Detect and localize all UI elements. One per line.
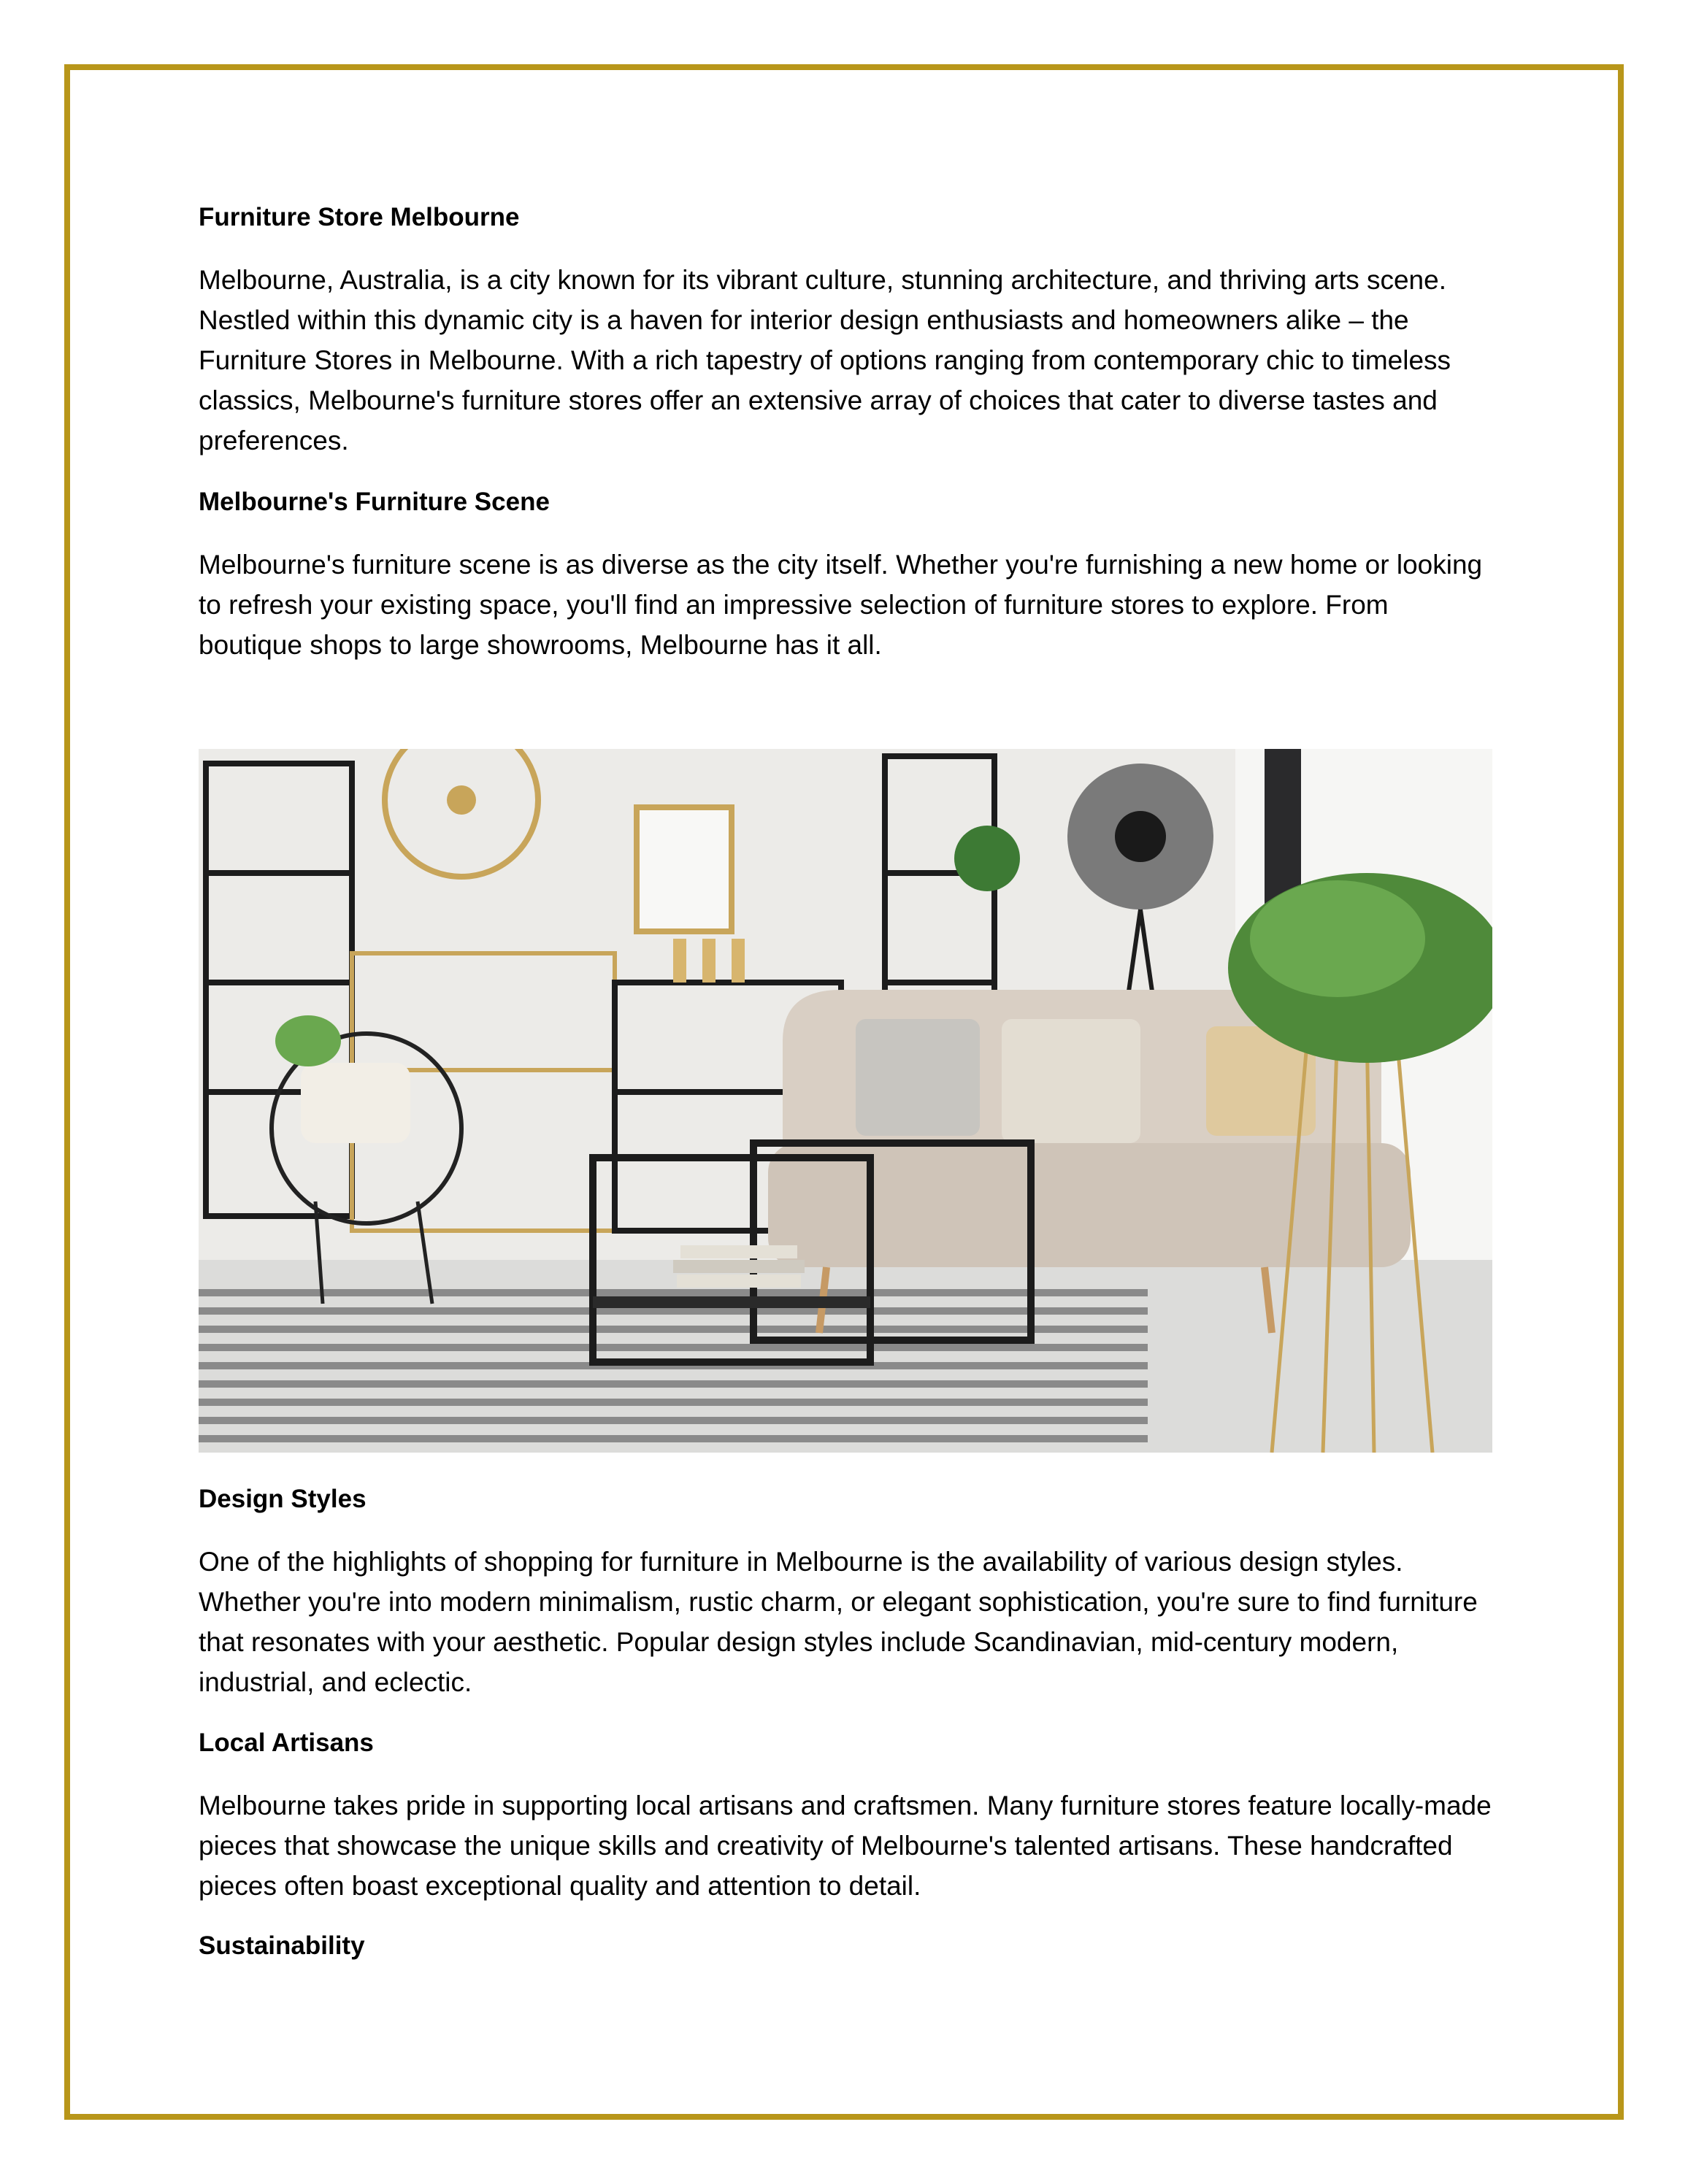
- living-room-photo: [199, 749, 1492, 1453]
- section-heading: Design Styles: [199, 1485, 367, 1513]
- section-heading: Furniture Store Melbourne: [199, 203, 520, 231]
- section-paragraph: Melbourne's furniture scene is as diverse as the city itself. Whether you're furnishing a new home or looking to refresh your existing space, you'll find an impressive selection of furniture stores to explore. From boutique shops to large showrooms, Melbourne has it all.: [199, 550, 1483, 660]
- section-paragraph: Melbourne takes pride in supporting local artisans and craftsmen. Many furniture stores feature locally-made pieces that showcase the unique skills and creativity of Melbourne's talented artisans. These handcrafted pieces often boast exceptional quality and attention to detail.: [199, 1791, 1492, 1901]
- section-heading: Sustainability: [199, 1931, 365, 1960]
- section-paragraph: Melbourne, Australia, is a city known for its vibrant culture, stunning architecture, and thriving arts scene. Nestled within this dynamic city is a haven for interior design enthusiasts and homeowners alike – the Furniture Stores in Melbourne. With a rich tapestry of options ranging from contemporary chic to timeless classics, Melbourne's furniture stores offer an extensive array of choices that cater to diverse tastes and preferences.: [199, 265, 1451, 455]
- section-paragraph: One of the highlights of shopping for furniture in Melbourne is the availability of various design styles. Whether you're into modern minimalism, rustic charm, or elegant sophistication, you're sure to find furniture that resonates with your aesthetic. Popular design styles include Scandinavian, mid-century modern, industrial, and eclectic.: [199, 1547, 1478, 1697]
- section-heading: Local Artisans: [199, 1729, 374, 1757]
- section-heading: Melbourne's Furniture Scene: [199, 488, 550, 516]
